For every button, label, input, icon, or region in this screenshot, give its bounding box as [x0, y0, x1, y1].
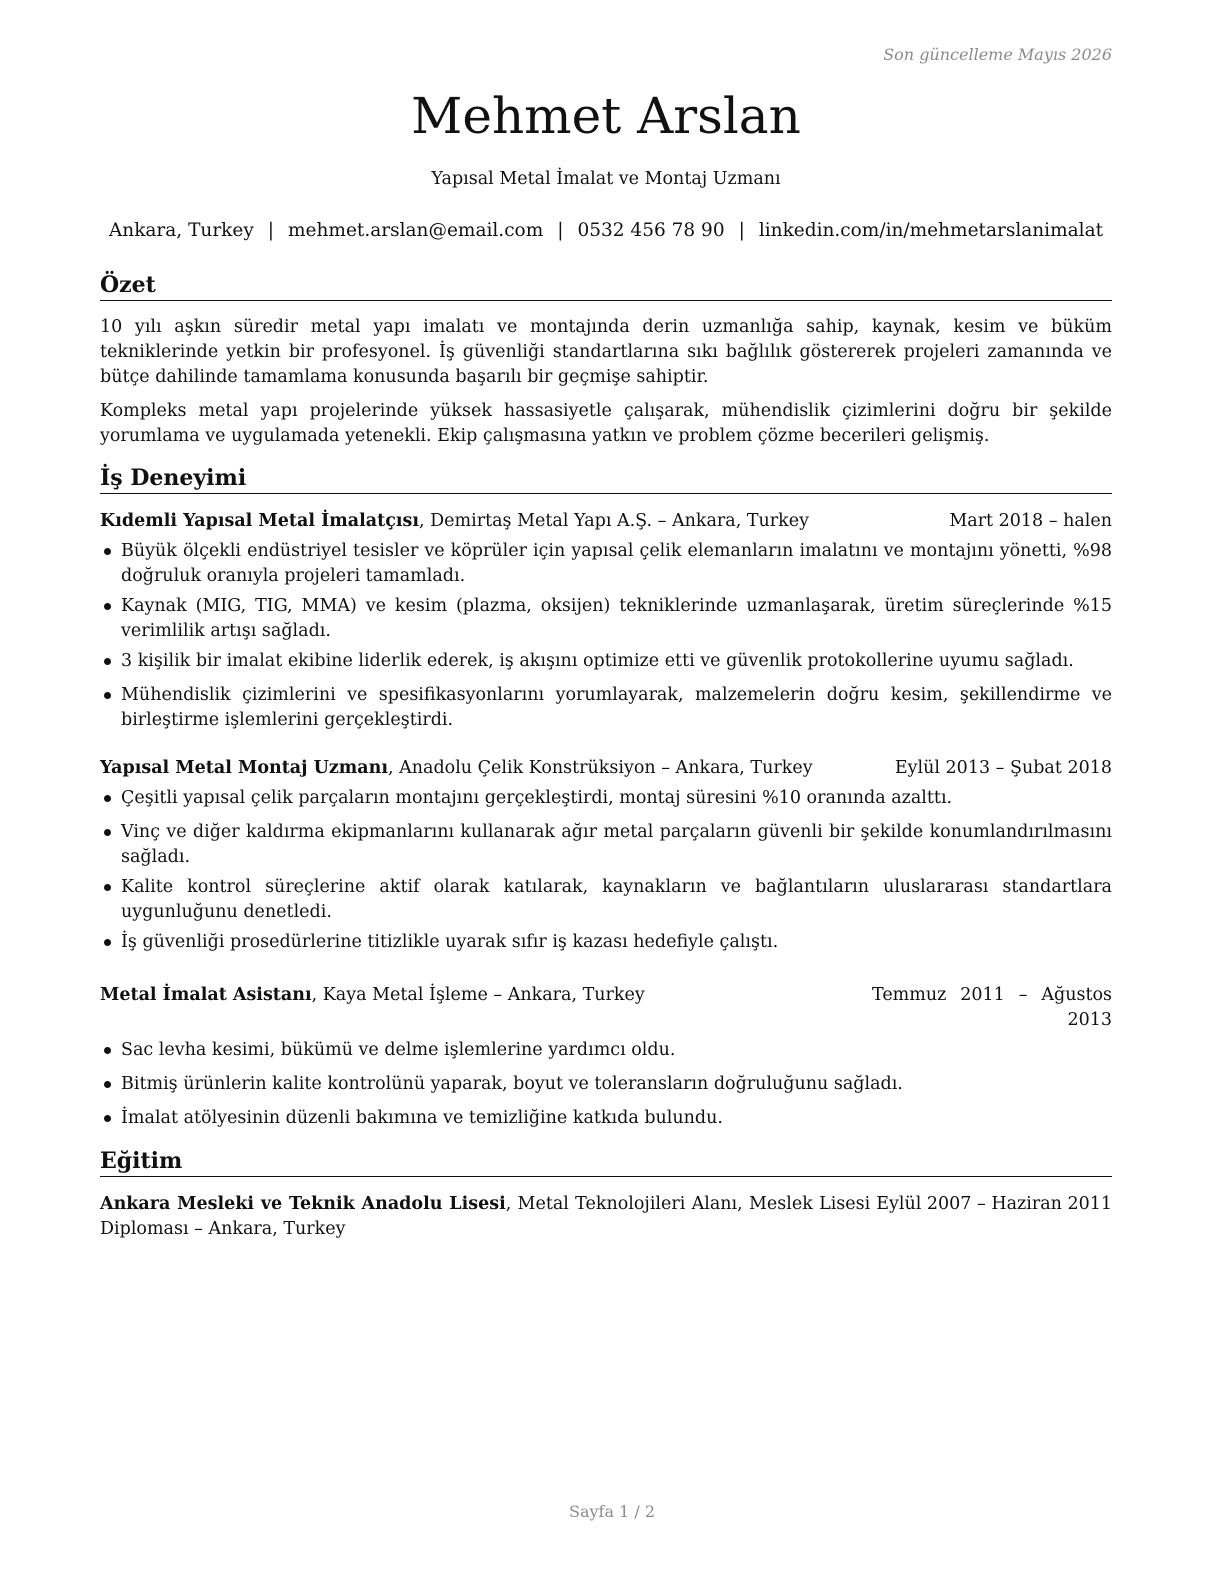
job-dates: Eylül 2013 – Şubat 2018: [894, 758, 1112, 778]
education-section: [100, 1147, 1112, 1242]
list-item: Kalite kontrol süreçlerine aktif olarak katılarak, kaynakların ve bağlantıların uluslararası standartlara uygunluğunu denetledi.: [100, 875, 1112, 925]
education-details: , Metal Teknolojileri Alanı, Meslek Lisesi Diploması – Ankara, Turkey: [100, 1194, 871, 1239]
contact-email[interactable]: mehmet.arslan@email.com: [288, 220, 544, 241]
job-entry: [100, 983, 1112, 1131]
job-bullets: [100, 1038, 1112, 1131]
job-dates: Temmuz 2011 – Ağustos 2013: [872, 985, 1112, 1030]
resume-page: [100, 0, 1112, 1584]
job-bullets: [100, 539, 1112, 733]
job-role: Kıdemli Yapısal Metal İmalatçısı: [100, 511, 420, 531]
list-item: Büyük ölçekli endüstriyel tesisler ve köprüler için yapısal çelik elemanların imalatını ve montajını yönetti, %98 doğruluk oranıyla projeleri tamamladı.: [100, 539, 1112, 589]
job-company: , Kaya Metal İşleme – Ankara, Turkey: [311, 985, 645, 1005]
contact-line: [100, 219, 1112, 243]
list-item: Sac levha kesimi, bükümü ve delme işlemlerine yardımcı oldu.: [100, 1038, 1112, 1063]
job-role: Metal İmalat Asistanı: [100, 985, 312, 1005]
last-updated: Son güncelleme Mayıs 2026: [883, 45, 1112, 64]
job-role: Yapısal Metal Montaj Uzmanı: [100, 758, 388, 778]
section-heading-summary: Özet: [100, 271, 1112, 301]
education-school: Ankara Mesleki ve Teknik Anadolu Lisesi: [100, 1194, 506, 1214]
contact-linkedin[interactable]: linkedin.com/in/mehmetarslanimalat: [758, 220, 1104, 241]
job-company: , Anadolu Çelik Konstrüksiyon – Ankara, Turkey: [388, 758, 813, 778]
list-item: Bitmiş ürünlerin kalite kontrolünü yaparak, boyut ve toleransların doğruluğunu sağladı.: [100, 1072, 1112, 1097]
summary-paragraph: 10 yılı aşkın süredir metal yapı imalatı ve montajında derin uzmanlığa sahip, kaynak, kesim ve büküm tekniklerinde yetkin bir profesyonel. İş güvenliği standartlarına sıkı bağlılık göstererek projeleri zamanında ve bütçe dahilinde tamamlama konusunda başarılı bir geçmişe sahiptir.: [100, 317, 1112, 387]
list-item: Mühendislik çizimlerini ve spesifikasyonlarını yorumlayarak, malzemelerin doğru kesim, şekillendirme ve birleştirme işlemlerini gerçekleştirdi.: [100, 683, 1112, 733]
job-entry: [100, 756, 1112, 955]
education-dates: Eylül 2007 – Haziran 2011: [876, 1194, 1112, 1214]
list-item: Çeşitli yapısal çelik parçaların montajını gerçekleştirdi, montaj süresini %10 oranında azalttı.: [100, 786, 1112, 811]
job-dates: Mart 2018 – halen: [949, 511, 1112, 531]
contact-location: Ankara, Turkey: [108, 220, 254, 241]
page-number: Sayfa 1 / 2: [568, 1502, 655, 1521]
job-entry: [100, 509, 1112, 733]
list-item: Vinç ve diğer kaldırma ekipmanlarını kullanarak ağır metal parçaların güvenli bir şekilde konumlandırılmasını sağladı.: [100, 820, 1112, 870]
list-item: İş güvenliği prosedürlerine titizlikle uyarak sıfır iş kazası hedefiyle çalıştı.: [100, 930, 1112, 955]
section-heading-education: Eğitim: [100, 1147, 1112, 1177]
list-item: İmalat atölyesinin düzenli bakımına ve temizliğine katkıda bulundu.: [100, 1106, 1112, 1131]
list-item: 3 kişilik bir imalat ekibine liderlik ederek, iş akışını optimize etti ve güvenlik protokollerine uyumu sağladı.: [100, 649, 1112, 674]
experience-section: [100, 464, 1112, 1131]
candidate-title: Yapısal Metal İmalat ve Montaj Uzmanı: [431, 169, 781, 189]
education-entry: [100, 1192, 1112, 1242]
contact-separator: |: [738, 220, 745, 241]
contact-separator: |: [267, 220, 275, 241]
section-heading-experience: İş Deneyimi: [100, 464, 1112, 494]
contact-phone: 0532 456 78 90: [577, 220, 725, 241]
contact-separator: |: [557, 220, 564, 241]
list-item: Kaynak (MIG, TIG, MMA) ve kesim (plazma, oksijen) tekniklerinde uzmanlaşarak, üretim süreçlerinde %15 verimlilik artışı sağladı.: [100, 594, 1112, 644]
summary-section: [100, 271, 1112, 449]
summary-paragraph: Kompleks metal yapı projelerinde yüksek hassasiyetle çalışarak, mühendislik çizimlerini doğru bir şekilde yorumlama ve uygulamada yetenekli. Ekip çalışmasına yatkın ve problem çözme becerileri gelişmiş.: [100, 401, 1112, 446]
job-header: [100, 983, 1112, 1033]
candidate-name: Mehmet Arslan: [411, 87, 801, 145]
job-company: , Demirtaş Metal Yapı A.Ş. – Ankara, Turkey: [419, 511, 810, 531]
job-header: [100, 509, 1112, 534]
job-header: [100, 756, 1112, 781]
job-bullets: [100, 786, 1112, 955]
